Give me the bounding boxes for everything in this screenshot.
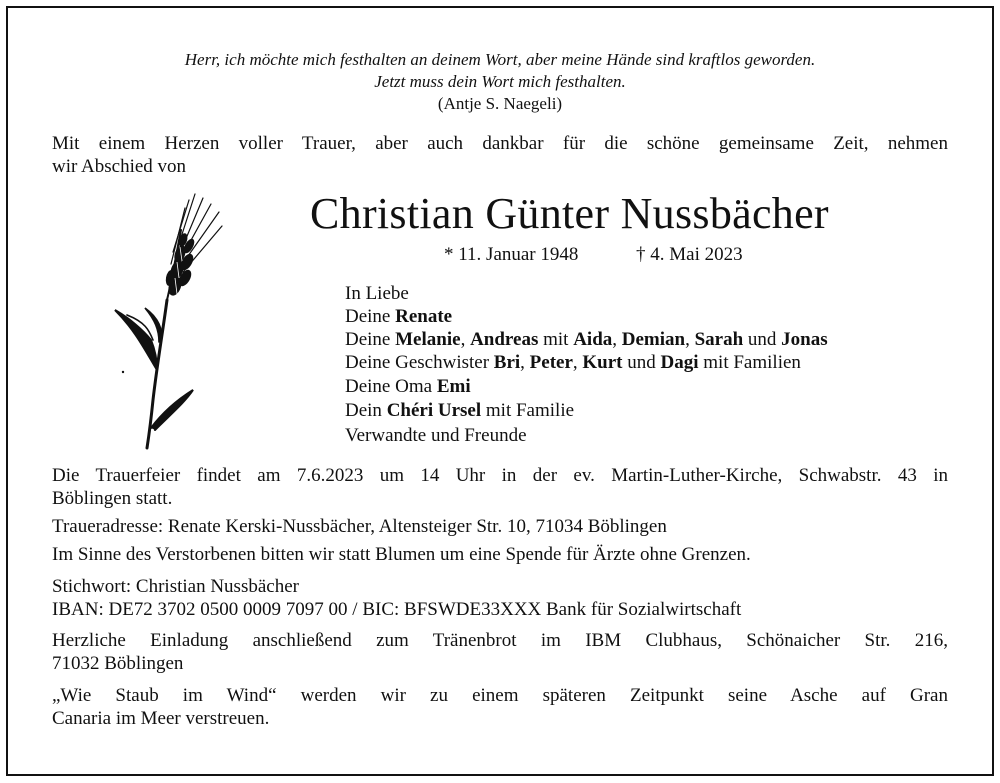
death-date: † 4. Mai 2023 <box>636 244 743 265</box>
invitation-line-1: Herzliche Einladung anschließend zum Tränenbrot im IBM Clubhaus, Schönaicher Str. 216, <box>52 630 948 651</box>
family-line-siblings: Deine Geschwister Bri, Peter, Kurt und Dagi mit Familien <box>345 352 801 373</box>
intro-line-1: Mit einem Herzen voller Trauer, aber auch dankbar für die schöne gemeinsame Zeit, nehmen <box>52 133 948 154</box>
birth-date: * 11. Januar 1948 <box>444 244 579 265</box>
family-line-relatives: Verwandte und Freunde <box>345 425 527 446</box>
intro-line-2: wir Abschied von <box>52 156 187 177</box>
ashes-line-1: „Wie Staub im Wind“ werden wir zu einem späteren Zeitpunkt seine Asche auf Gran <box>52 685 948 706</box>
ceremony-line-1: Die Trauerfeier findet am 7.6.2023 um 14 Uhr in der ev. Martin-Luther-Kirche, Schwabstr. 43 in <box>52 465 948 486</box>
quote-line-1: Herr, ich möchte mich festhalten an deinem Wort, aber meine Hände sind kraftlos geworden. <box>184 50 816 69</box>
quote-line-2: Jetzt muss dein Wort mich festhalten. <box>374 72 626 91</box>
quote-author: (Antje S. Naegeli) <box>437 94 563 113</box>
donation-keyword: Stichwort: Christian Nussbächer <box>52 576 299 597</box>
family-line-cheri: Dein Chéri Ursel mit Familie <box>345 400 575 421</box>
deceased-name: Christian Günter Nussbächer <box>310 189 829 238</box>
wheat-ear-icon <box>105 190 230 450</box>
family-line-renate: Deine Renate <box>345 306 453 327</box>
family-line-in-liebe: In Liebe <box>345 283 409 304</box>
ceremony-line-2: Böblingen statt. <box>52 488 173 509</box>
invitation-line-2: 71032 Böblingen <box>52 653 184 674</box>
bank-details: IBAN: DE72 3702 0500 0009 7097 00 / BIC: BFSWDE33XXX Bank für Sozialwirtschaft <box>52 599 742 620</box>
donation-request: Im Sinne des Verstorbenen bitten wir statt Blumen um eine Spende für Ärzte ohne Grenzen. <box>52 544 751 565</box>
ashes-line-2: Canaria im Meer verstreuen. <box>52 708 270 729</box>
family-line-oma: Deine Oma Emi <box>345 376 471 397</box>
family-line-children: Deine Melanie, Andreas mit Aida, Demian, Sarah und Jonas <box>345 329 828 350</box>
mourning-address: Traueradresse: Renate Kerski-Nussbächer, Altensteiger Str. 10, 71034 Böblingen <box>52 516 667 537</box>
